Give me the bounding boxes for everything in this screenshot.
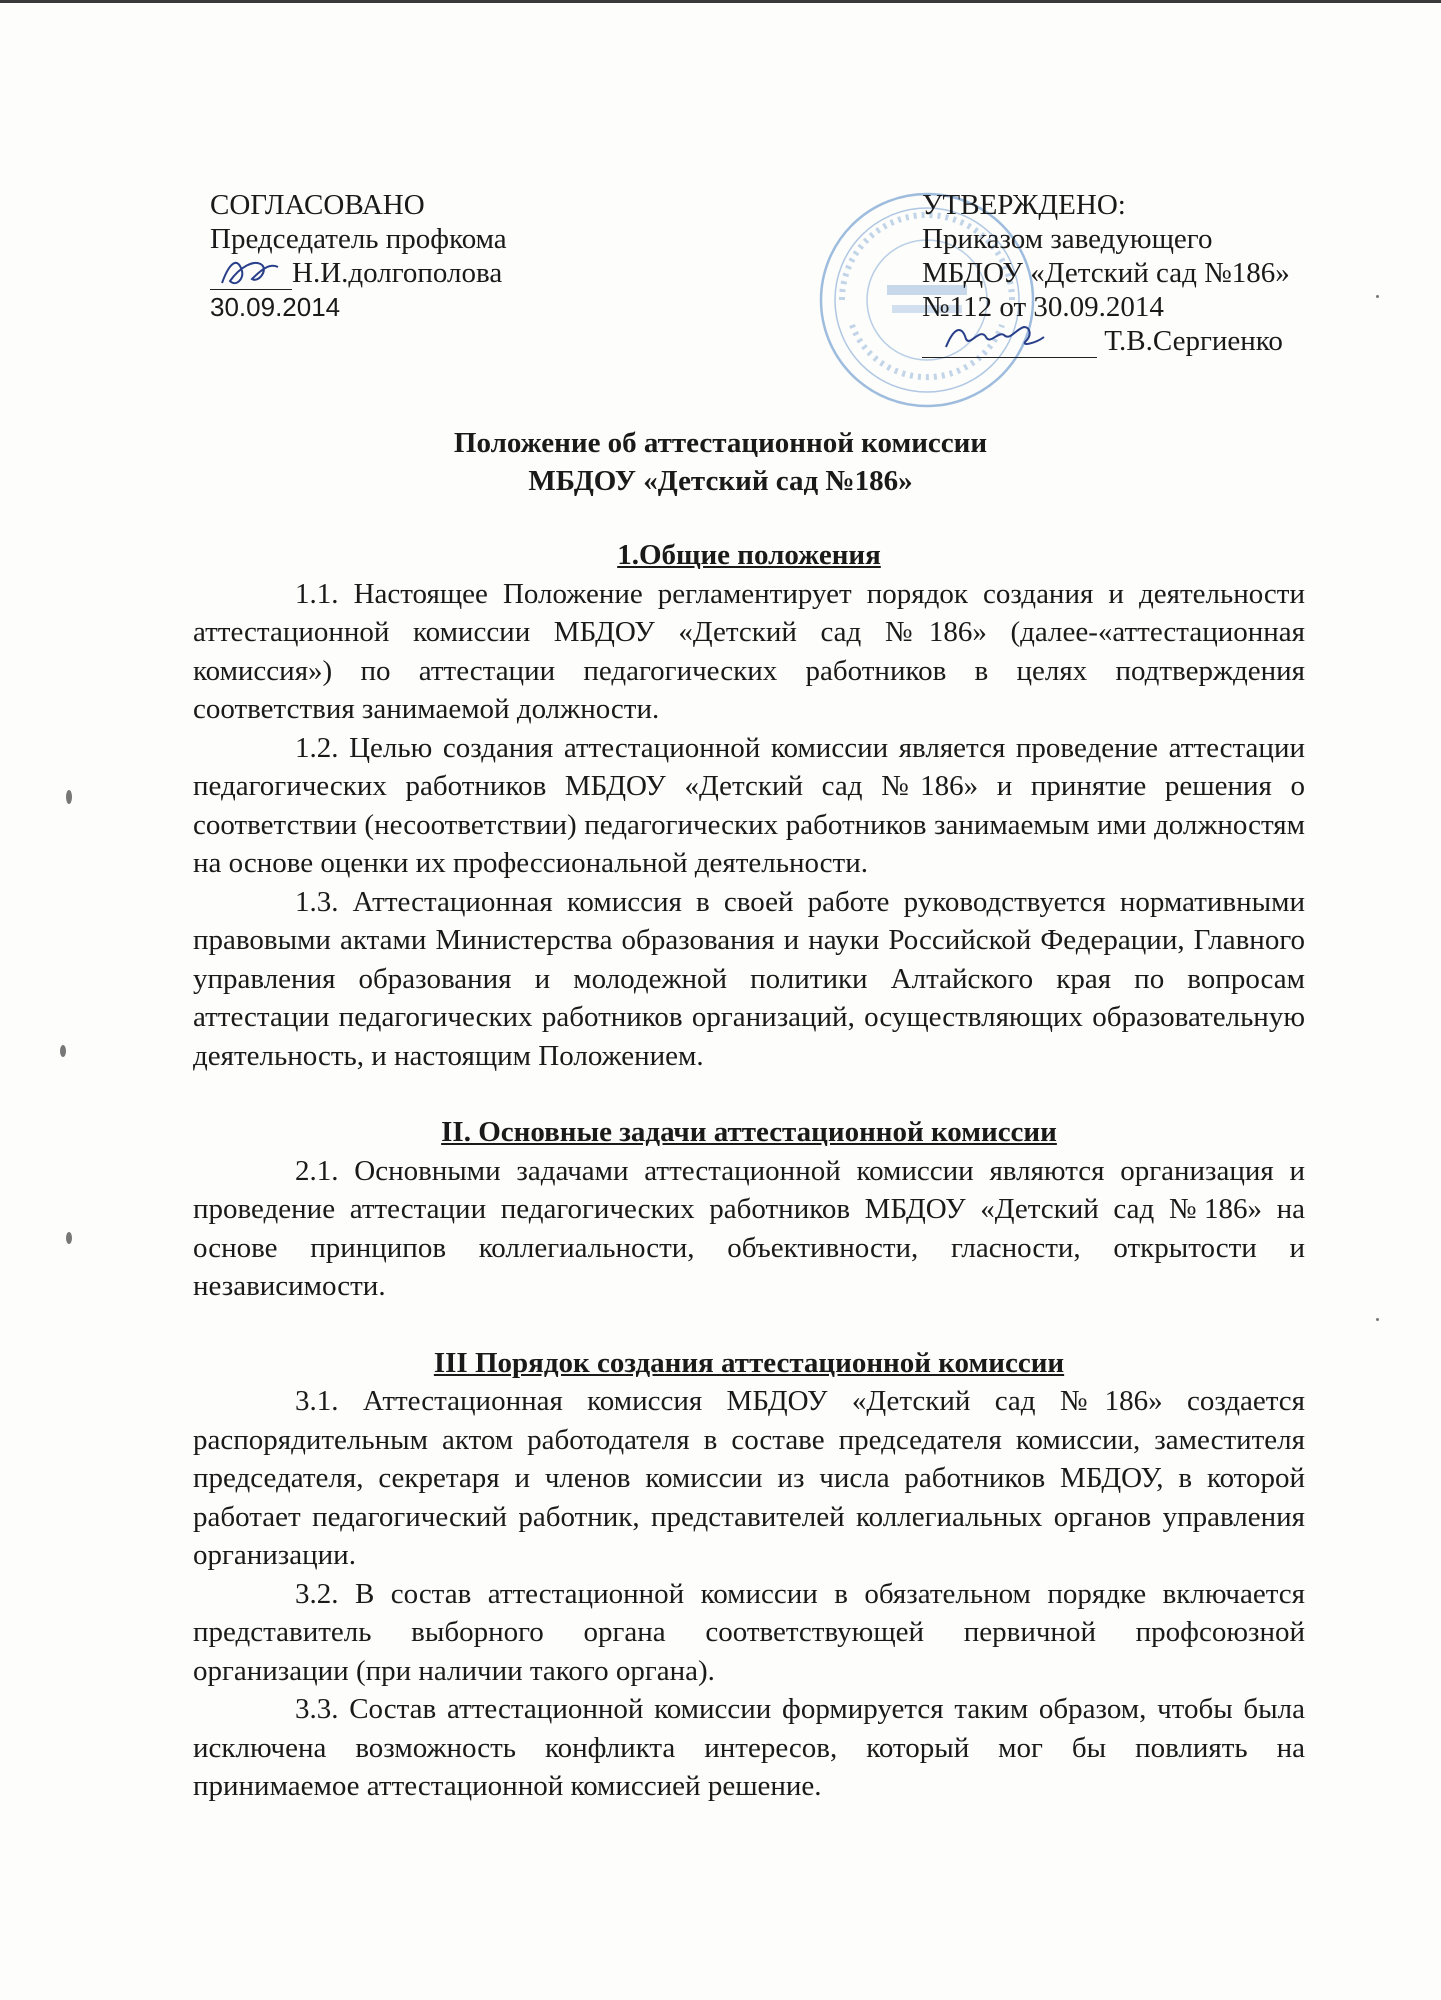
- handwritten-signature: [940, 317, 1050, 359]
- paragraph: 2.1. Основными задачами аттестационной комиссии являются организация и проведение аттестации педагогических работников МБДОУ «Детский сад №186» на основе принципов коллегиальности, объективности, гласности, открытости и независимости.: [193, 1154, 1305, 1302]
- paragraph: 1.2. Целью создания аттестационной комиссии является проведение аттестации педагогических работников МБДОУ «Детский сад №186» и принятие решения о соответствии (несоответствии) педагогических работников занимаемым ими должностям на основе оценки их профессиональной деятельности.: [193, 731, 1305, 879]
- approved-line-1: Приказом заведующего: [922, 223, 1213, 255]
- paragraph: 3.1. Аттестационная комиссия МБДОУ «Детский сад №186» создается распорядительным актом работодателя в составе председателя комиссии, заместителя председателя, секретаря и членов комиссии из числа работников МБДОУ, в которой работает педагогический работник, представителей коллегиальных органов управления организации.: [193, 1385, 1305, 1571]
- paragraph: 3.3. Состав аттестационной комиссии формируется таким образом, чтобы была исключена возможность конфликта интересов, который мог бы повлиять на принимаемое аттестационной комиссией решение.: [193, 1693, 1305, 1802]
- document-title: [0, 424, 1441, 500]
- agreed-position: Председатель профкома: [210, 223, 507, 255]
- title-line-2: МБДОУ «Детский сад №186»: [528, 465, 913, 497]
- handwritten-signature: [218, 253, 282, 293]
- paragraph: 3.2. В состав аттестационной комиссии в обязательном порядке включается представитель выборного органа соответствующей первичной профсоюзной организации (при наличии такого органа).: [193, 1577, 1305, 1687]
- scan-speck: [66, 1232, 72, 1244]
- signature-underline: [210, 259, 292, 290]
- spacer: [193, 1306, 1305, 1344]
- agreed-name: Н.И.долгополова: [292, 257, 503, 289]
- agreed-signature-line: [210, 256, 630, 290]
- approved-order: №112 от 30.09.2014: [922, 291, 1164, 323]
- spacer: [193, 1075, 1305, 1113]
- paragraph: 1.1. Настоящее Положение регламентирует порядок создания и деятельности аттестационной комиссии МБДОУ «Детский сад №186» (далее-«аттестационная комиссия») по аттестации педагогических работников в целях подтверждения соответствия занимаемой должности.: [193, 577, 1305, 725]
- scan-speck: [1376, 295, 1379, 298]
- approved-block: [922, 188, 1382, 358]
- scan-speck: [1376, 1318, 1379, 1321]
- agreed-heading: СОГЛАСОВАНО: [210, 189, 425, 221]
- document-body: [193, 536, 1305, 1806]
- signature-underline: [922, 327, 1097, 358]
- approved-name: Т.В.Сергиенко: [1104, 325, 1283, 357]
- agreed-block: [210, 188, 630, 324]
- scan-speck: [66, 790, 72, 804]
- section-heading: 1.Общие положения: [617, 539, 881, 571]
- agreed-date: 30.09.2014: [210, 292, 341, 322]
- paragraph: 1.3. Аттестационная комиссия в своей работе руководствуется нормативными правовыми актами Министерства образования и науки Российской Федерации, Главного управления образования и молодежной политики Алтайского края по вопросам аттестации педагогических работников организаций, осуществляющих образовательную деятельность, и настоящим Положением.: [193, 885, 1305, 1072]
- section-heading: III Порядок создания аттестационной комиссии: [433, 1346, 1065, 1379]
- approved-signature-line: [922, 324, 1382, 358]
- approved-heading: УТВЕРЖДЕНО:: [922, 189, 1126, 221]
- title-line-1: Положение об аттестационной комиссии: [453, 427, 988, 459]
- scan-top-border: [0, 0, 1441, 3]
- scan-speck: [60, 1045, 66, 1057]
- approved-line-2: МБДОУ «Детский сад №186»: [922, 257, 1290, 289]
- section-heading: II. Основные задачи аттестационной комиссии: [441, 1116, 1057, 1148]
